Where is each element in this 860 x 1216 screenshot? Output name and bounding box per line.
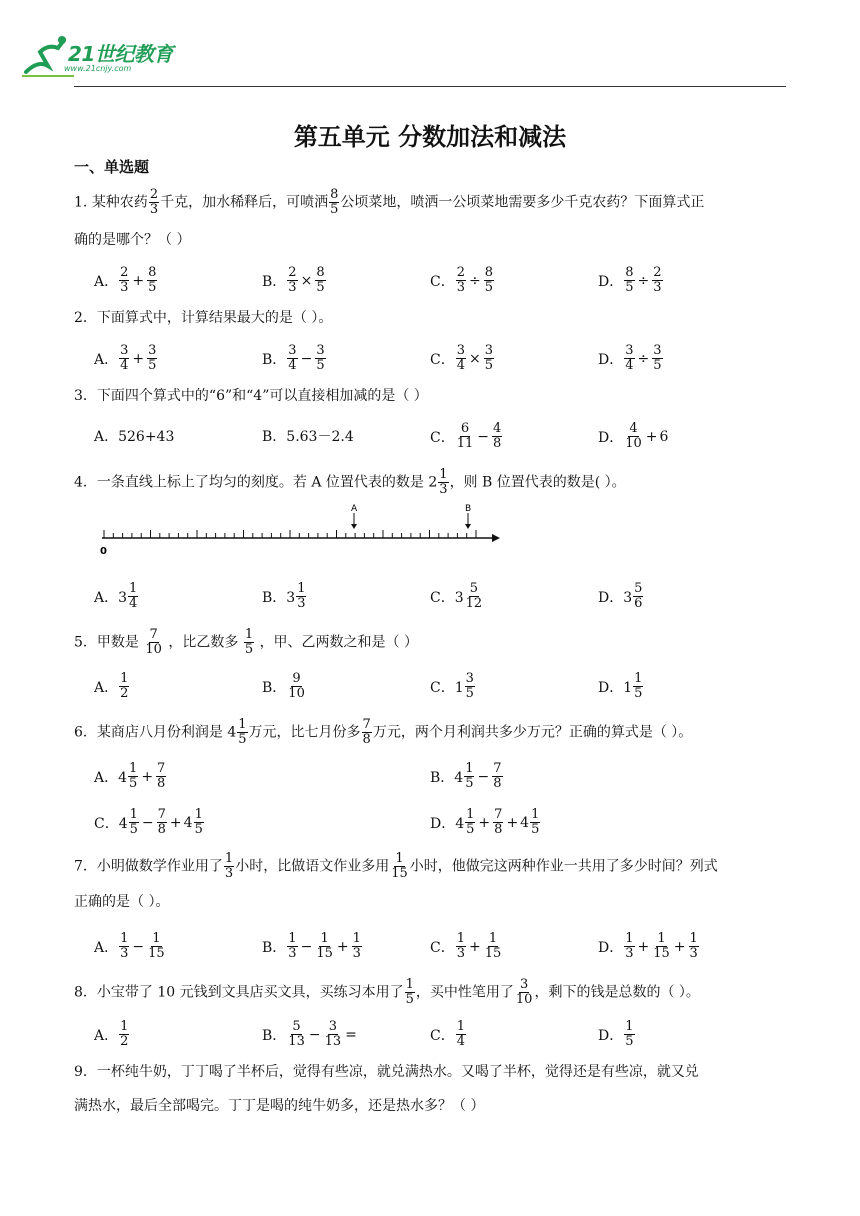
- fraction: $\frac{7}{10}$: [145, 627, 162, 657]
- q1-option-a[interactable]: A． $\frac{2}{3}$ + $\frac{8}{5}$: [94, 265, 157, 295]
- question-9: 9．一杯纯牛奶，丁丁喝了半杯后，觉得有些凉，就兑满热水。又喝了半杯，觉得还是有些凉，就又兑: [74, 1064, 699, 1080]
- fraction: $\frac{7}{8}$: [157, 807, 166, 837]
- question-3: 3．下面四个算式中的“6”和“4”可以直接相加减的是（ ）: [74, 388, 428, 404]
- fraction: $\frac{3}{4}$: [625, 343, 634, 373]
- fraction: $\frac{5}{12}$: [465, 581, 483, 611]
- fraction: $\frac{6}{11}$: [456, 421, 474, 451]
- ruler-arrow-icon: [492, 534, 500, 542]
- fraction: $\frac{4}{10}$: [625, 421, 642, 451]
- q4-option-d[interactable]: D．3 $\frac{5}{6}$: [598, 581, 643, 611]
- q7-option-b[interactable]: B． $\frac{1}{3}$ − $\frac{1}{15}$ + $\frac{1}{3}$: [262, 931, 361, 961]
- fraction: $\frac{1}{15}$: [148, 931, 165, 961]
- q8-option-a[interactable]: A． $\frac{1}{2}$: [94, 1019, 129, 1049]
- fraction: $\frac{1}{15}$: [653, 931, 670, 961]
- fraction: $\frac{1}{4}$: [456, 1019, 465, 1049]
- q8-option-c[interactable]: C． $\frac{1}{4}$: [430, 1019, 465, 1049]
- fraction: $\frac{3}{10}$: [515, 977, 533, 1007]
- q3-option-d[interactable]: D． $\frac{4}{10}$ + 6: [598, 421, 669, 451]
- fraction: $\frac{8}{5}$: [316, 265, 325, 295]
- fraction: $\frac{9}{10}$: [288, 671, 305, 701]
- fraction: $\frac{1}{5}$: [244, 627, 254, 657]
- question-8: 8．小宝带了 10 元钱到文具店买文具，买练习本用了 $\frac{1}{5}$ ，买中性笔用了 $\frac{3}{10}$ ，剩下的钱是总数的（ ）。: [74, 977, 700, 1007]
- fraction: $\frac{1}{5}$: [194, 807, 203, 837]
- logo-text: 21世纪教育: [68, 42, 173, 66]
- fraction: $\frac{8}{5}$: [625, 265, 634, 295]
- q1-option-d[interactable]: D． $\frac{8}{5}$ ÷ $\frac{2}{3}$: [598, 265, 662, 295]
- fraction: $\frac{2}{3}$: [120, 265, 129, 295]
- q5-option-c[interactable]: C．1 $\frac{3}{5}$: [430, 671, 474, 701]
- q7-option-c[interactable]: C． $\frac{1}{3}$ + $\frac{1}{15}$: [430, 931, 502, 961]
- fraction: $\frac{7}{8}$: [494, 807, 503, 837]
- question-1: 1. 某种农药 $\frac{2}{3}$ 千克，加水稀释后，可喷洒 $\frac{8}{5}$ 公顷菜地，喷洒一公顷菜地需要多少千克农药？下面算式正: [74, 187, 705, 217]
- fraction: $\frac{2}{3}$: [149, 187, 159, 217]
- q7-option-d[interactable]: D． $\frac{1}{3}$ + $\frac{1}{15}$ + $\frac{1}{3}$: [598, 931, 698, 961]
- fraction: $\frac{1}{2}$: [120, 1019, 129, 1049]
- fraction: $\frac{3}{5}$: [148, 343, 157, 373]
- q3-option-c[interactable]: C． $\frac{6}{11}$ − $\frac{4}{8}$: [430, 421, 502, 451]
- logo-url: www.21cnjy.com: [64, 64, 132, 73]
- ruler-zero-label: 0: [100, 546, 107, 557]
- fraction: $\frac{1}{3}$: [288, 931, 297, 961]
- fraction: $\frac{1}{5}$: [129, 807, 138, 837]
- q2-option-c[interactable]: C． $\frac{3}{4}$ × $\frac{3}{5}$: [430, 343, 494, 373]
- question-6: 6．某商店八月份利润是 4 $\frac{1}{5}$ 万元，比七月份多 $\frac{7}{8}$ 万元，两个月利润共多少万元？正确的算式是（ ）。: [74, 717, 693, 747]
- fraction: $\frac{1}{5}$: [465, 761, 474, 791]
- fraction: $\frac{1}{5}$: [531, 807, 540, 837]
- q2-option-a[interactable]: A． $\frac{3}{4}$ + $\frac{3}{5}$: [94, 343, 157, 373]
- q2-option-b[interactable]: B． $\frac{3}{4}$ − $\frac{3}{5}$: [262, 343, 325, 373]
- q5-option-a[interactable]: A． $\frac{1}{2}$: [94, 671, 129, 701]
- q5-option-d[interactable]: D．1 $\frac{1}{5}$: [598, 671, 643, 701]
- fraction: $\frac{1}{5}$: [405, 977, 414, 1007]
- page-title: 第五单元 分数加法和减法: [293, 122, 567, 151]
- fraction: $\frac{3}{4}$: [456, 343, 465, 373]
- fraction: $\frac{1}{4}$: [129, 581, 138, 611]
- fraction: $\frac{2}{3}$: [456, 265, 465, 295]
- q4-option-a[interactable]: A．3 $\frac{1}{4}$: [94, 581, 138, 611]
- q6-option-c[interactable]: C．4 $\frac{1}{5}$ − $\frac{7}{8}$ + 4 $\frac{1}{5}$: [94, 807, 203, 837]
- fraction: $\frac{1}{15}$: [484, 931, 502, 961]
- fraction: $\frac{3}{4}$: [288, 343, 297, 373]
- question-5: 5．甲数是 $\frac{7}{10}$ ，比乙数多 $\frac{1}{5}$ ，甲、乙两数之和是（ ）: [74, 627, 419, 657]
- q2-option-d[interactable]: D． $\frac{3}{4}$ ÷ $\frac{3}{5}$: [598, 343, 662, 373]
- fraction: $\frac{1}{3}$: [352, 931, 361, 961]
- fraction: $\frac{8}{5}$: [484, 265, 494, 295]
- q3-option-b[interactable]: B．5.63－2.4: [262, 429, 354, 445]
- q3-option-a[interactable]: A．526+43: [94, 429, 175, 445]
- question-9-line2: 满热水，最后全部喝完。丁丁是喝的纯牛奶多，还是热水多？（ ）: [74, 1098, 485, 1114]
- ruler-label-a: A: [351, 504, 358, 514]
- fraction: $\frac{7}{8}$: [362, 717, 371, 747]
- fraction: $\frac{3}{5}$: [316, 343, 325, 373]
- q6-option-b[interactable]: B．4 $\frac{1}{5}$ − $\frac{7}{8}$: [430, 761, 502, 791]
- fraction: $\frac{1}{5}$: [238, 717, 247, 747]
- q6-option-d[interactable]: D．4 $\frac{1}{5}$ + $\frac{7}{8}$ + 4 $\frac{1}{5}$: [430, 807, 540, 837]
- q4-option-c[interactable]: C．3 $\frac{5}{12}$: [430, 581, 483, 611]
- q6-option-a[interactable]: A．4 $\frac{1}{5}$ + $\frac{7}{8}$: [94, 761, 166, 791]
- fraction: $\frac{2}{3}$: [288, 265, 297, 295]
- fraction: $\frac{1}{3}$: [297, 581, 306, 611]
- fraction: $\frac{3}{5}$: [653, 343, 662, 373]
- fraction: $\frac{7}{8}$: [157, 761, 166, 791]
- fraction: $\frac{1}{3}$: [625, 931, 634, 961]
- fraction: $\frac{8}{5}$: [148, 265, 157, 295]
- q7-option-a[interactable]: A． $\frac{1}{3}$ − $\frac{1}{15}$: [94, 931, 165, 961]
- header-rule: [74, 86, 786, 87]
- fraction: $\frac{1}{15}$: [316, 931, 333, 961]
- question-4: 4．一条直线上标上了均匀的刻度。若 A 位置代表的数是 2 $\frac{1}{3}$ ，则 B 位置代表的数是( ）。: [74, 467, 626, 497]
- ruler-label-b: B: [465, 504, 472, 514]
- fraction: $\frac{1}{5}$: [625, 1019, 634, 1049]
- q1-option-b[interactable]: B． $\frac{2}{3}$ × $\frac{8}{5}$: [262, 265, 325, 295]
- fraction: $\frac{8}{5}$: [330, 187, 339, 217]
- question-7: 7．小明做数学作业用了 $\frac{1}{3}$ 小时，比做语文作业多用 $\frac{1}{15}$ 小时，他做完这两种作业一共用了多少时间？列式: [74, 851, 718, 881]
- fraction: $\frac{5}{13}$: [288, 1019, 305, 1049]
- number-line-ruler: [100, 500, 500, 560]
- fraction: $\frac{5}{6}$: [634, 581, 643, 611]
- fraction: $\frac{7}{8}$: [493, 761, 502, 791]
- fraction: $\frac{2}{3}$: [653, 265, 662, 295]
- q4-option-b[interactable]: B．3 $\frac{1}{3}$: [262, 581, 306, 611]
- question-1-line2: 确的是哪个？（ ）: [74, 232, 191, 248]
- section-heading: 一、单选题: [74, 158, 150, 176]
- q5-option-b[interactable]: B． $\frac{9}{10}$: [262, 671, 305, 701]
- question-7-line2: 正确的是（ ）。: [74, 894, 170, 910]
- fraction: $\frac{1}{3}$: [120, 931, 129, 961]
- fraction: $\frac{1}{15}$: [391, 851, 408, 881]
- fraction: $\frac{1}{3}$: [689, 931, 698, 961]
- fraction: $\frac{1}{3}$: [224, 851, 234, 881]
- q8-option-d[interactable]: D． $\frac{1}{5}$: [598, 1019, 634, 1049]
- question-2: 2．下面算式中，计算结果最大的是（ ）。: [74, 310, 333, 326]
- fraction: $\frac{1}{3}$: [439, 467, 448, 497]
- fraction: $\frac{3}{5}$: [484, 343, 494, 373]
- fraction: $\frac{3}{4}$: [120, 343, 129, 373]
- fraction: $\frac{4}{8}$: [493, 421, 502, 451]
- fraction: $\frac{1}{5}$: [634, 671, 643, 701]
- fraction: $\frac{3}{5}$: [465, 671, 474, 701]
- fraction: $\frac{1}{2}$: [120, 671, 129, 701]
- q1-option-c[interactable]: C． $\frac{2}{3}$ ÷ $\frac{8}{5}$: [430, 265, 494, 295]
- fraction: $\frac{1}{3}$: [456, 931, 465, 961]
- fraction: $\frac{3}{13}$: [324, 1019, 342, 1049]
- fraction: $\frac{1}{5}$: [466, 807, 475, 837]
- q8-option-b[interactable]: B． $\frac{5}{13}$ − $\frac{3}{13}$ =: [262, 1019, 357, 1049]
- fraction: $\frac{1}{5}$: [129, 761, 138, 791]
